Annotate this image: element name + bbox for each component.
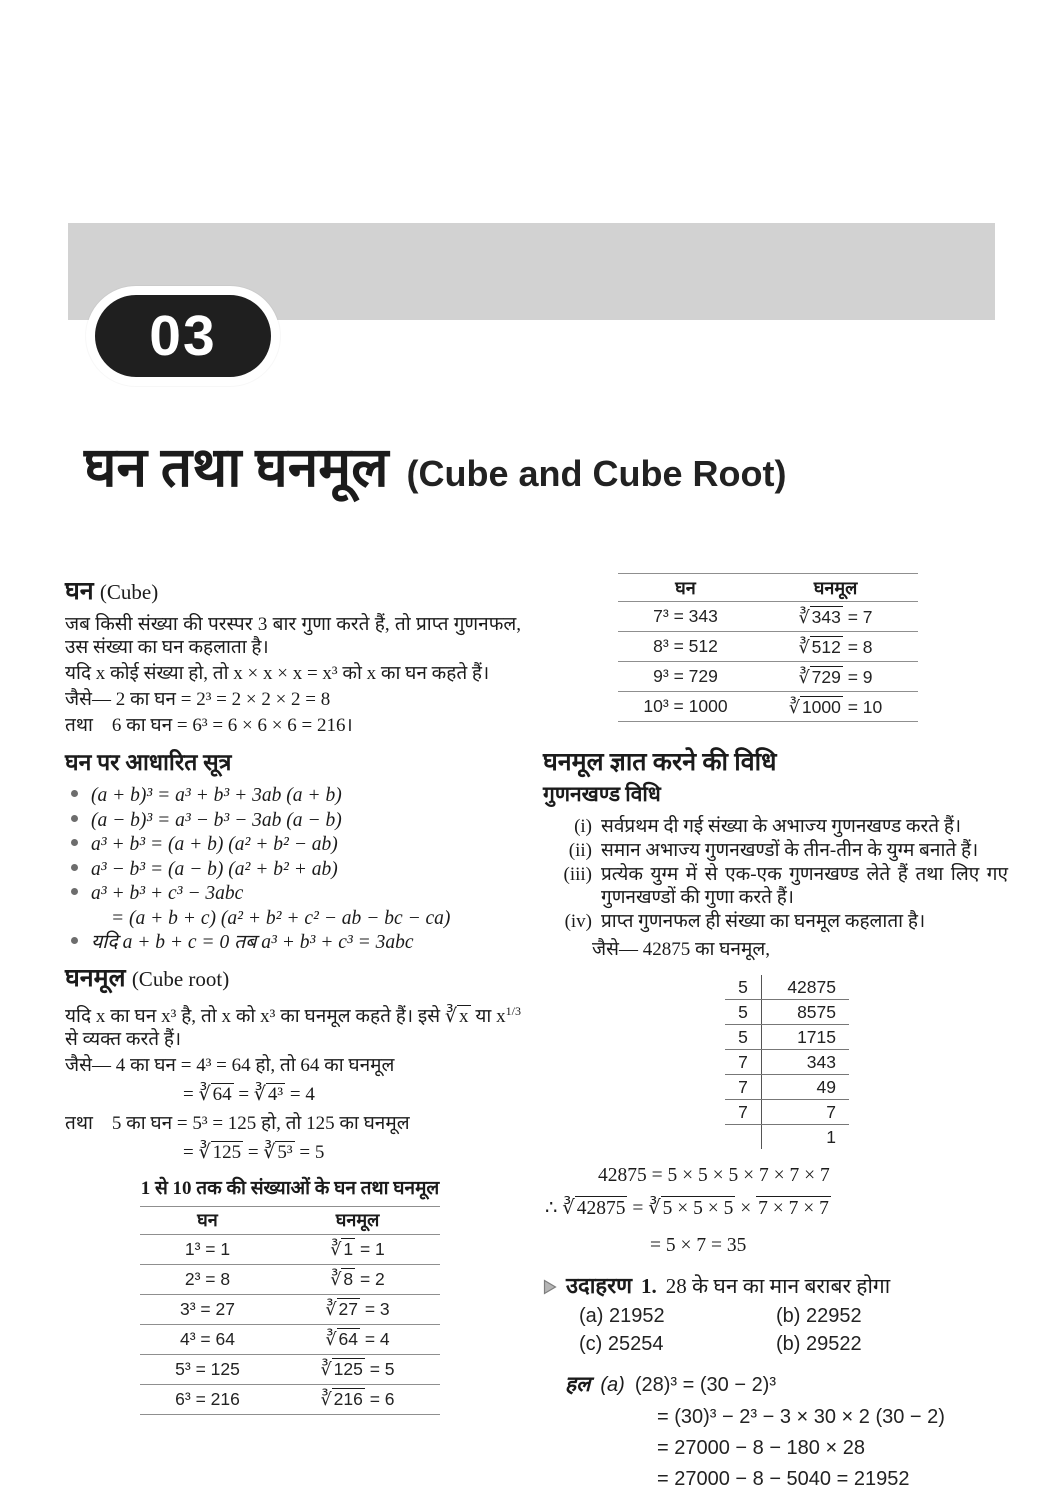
cube-root-example-2-calc: = ∛ 125 = ∛ 5³ = 5 [183,1141,325,1163]
cube-root-cell: ∛ 27 = 3 [275,1294,440,1324]
bullet-icon [71,839,78,846]
example-number: 1. [641,1274,657,1298]
cube-root-definition-paragraph [65,1000,521,1051]
divisor-cell: 5 [725,975,762,1000]
cube-table-7-to-10 [618,573,918,722]
divisor-cell: 7 [725,1075,762,1100]
cube-cell: 10³ = 1000 [618,692,753,722]
cube-heading-hindi: घन [65,578,94,605]
formula-item [65,809,521,833]
formula-item-continuation [65,907,521,931]
cube-cell: 5³ = 125 [140,1354,275,1384]
derivation-times: × [735,1198,757,1219]
factor-row [725,1075,849,1100]
factorization-method-subheading: गुणनखण्ड विधि [543,782,661,806]
method-step [543,839,1008,862]
left-column [65,568,521,1415]
factor-group-1: 5 × 5 × 5 [662,1198,734,1219]
bullet-icon [71,864,78,871]
step-number: (iv) [564,911,592,932]
option-b [776,1305,1008,1328]
cube-example-1: जैसे— 2 का घन = 2³ = 2 × 2 × 2 = 8 [65,689,331,710]
cube-notation-paragraph: यदि x कोई संख्या हो, तो x × x × x = x³ को x का घन कहते हैं। [65,663,490,684]
cube-root-example-1: जैसे— 4 का घन = 4³ = 64 हो, तो 64 का घनमूल [65,1054,395,1076]
cube-cell: 4³ = 64 [140,1324,275,1354]
factor-row [725,1000,849,1025]
step-text: प्राप्त गुणनफल ही संख्या का घनमूल कहलाता है। [601,911,926,932]
cube-heading-english: (Cube) [99,580,159,604]
cube-root-cell: ∛ 1 = 1 [275,1234,440,1264]
dividend-cell: 8575 [762,1000,850,1025]
formula-text: (a − b)³ = a³ − b³ − 3ab (a − b) [91,809,342,831]
derivation-prefix: ∴ ∛ 42875 = ∛ [545,1198,661,1219]
bullet-icon [71,790,78,797]
cube-cell: 8³ = 512 [618,632,753,662]
step-text: प्रत्येक युग्म में से एक-एक गुणनखण्ड लेते हैं तथा लिए गए गुणनखण्डों की गुणा करते हैं। [601,864,1008,908]
dividend-cell: 1715 [762,1025,850,1050]
solution-answer-key: (a) [600,1374,625,1396]
right-column [543,568,1008,1491]
cube-section-heading [65,578,521,606]
dividend-cell: 49 [762,1075,850,1100]
formula-text: यदि a + b + c = 0 तब a³ + b³ + c³ = 3abc [91,932,414,953]
chapter-number-badge [86,286,280,386]
formula-item [65,858,521,882]
formula-item [65,882,521,906]
bullet-icon [71,815,78,822]
cube-root-derivation-line [545,1196,1008,1220]
cube-root-heading-english: (Cube root) [131,966,230,991]
option-value: 29522 [806,1333,862,1355]
solution-line: = (30)³ − 2³ − 3 × 30 × 2 (30 − 2) [657,1406,945,1428]
option-value: 25254 [607,1333,664,1355]
option-value: 22952 [806,1305,862,1327]
cube-cell: 1³ = 1 [140,1234,275,1264]
formula-text: a³ − b³ = (a − b) (a² + b² + ab) [91,858,338,880]
formula-item [65,833,521,857]
cube-example-2: तथा 6 का घन = 6³ = 6 × 6 × 6 = 216। [65,715,353,736]
factor-row [725,1025,849,1050]
table-row [618,602,918,632]
column-header-cube: घन [140,1206,275,1234]
cube-cell: 6³ = 216 [140,1384,275,1414]
divisor-cell [725,1125,762,1150]
factor-row [725,975,849,1000]
option-key: (c) [579,1333,603,1355]
cube-root-example-1-calc: = ∛ 64 = ∛ 4³ = 4 [183,1083,315,1105]
column-header-cube: घन [618,574,753,602]
option-key: (a) [579,1305,604,1327]
cube-table-title: 1 से 10 तक की संख्याओं के घन तथा घनमूल [140,1177,440,1199]
method-step [543,863,1008,909]
option-a [579,1305,776,1328]
factor-row [725,1100,849,1125]
step-text: समान अभाज्य गुणनखण्डों के तीन-तीन के युग्म बनाते हैं। [601,840,979,861]
example-marker-icon [543,1275,557,1301]
prime-factorization-table [725,975,849,1149]
solution-line: = 27000 − 8 − 180 × 28 [657,1437,865,1459]
cube-cell: 9³ = 729 [618,662,753,692]
formula-item [65,784,521,808]
step-number: (i) [574,816,592,837]
option-d [776,1333,1008,1356]
table-row [618,692,918,722]
cube-table-1-to-6 [140,1206,440,1415]
factor-row [725,1125,849,1150]
cube-root-cell: ∛ 729 = 9 [753,662,918,692]
cube-root-section-heading [65,965,521,993]
chapter-number: 03 [149,304,217,368]
page-title [84,436,786,500]
example-label: उदाहरण [566,1273,633,1298]
factor-row [725,1050,849,1075]
page-title-english: (Cube and Cube Root) [406,453,787,494]
formula-text: = (a + b + c) (a² + b² + c² − ab − bc − ca) [111,907,451,929]
column-header-cube-root: घनमूल [275,1206,440,1234]
step-number: (iii) [563,864,592,885]
example-heading [543,1273,1008,1299]
factorization-example-intro: जैसे— 42875 का घनमूल, [592,939,770,960]
solution-line: = 27000 − 8 − 5040 = 21952 [657,1468,910,1490]
table-row [140,1264,440,1294]
cube-root-cell: ∛ 8 = 2 [275,1264,440,1294]
method-step [543,910,1008,933]
table-row [140,1354,440,1384]
method-step [543,815,1008,838]
cube-root-heading-hindi: घनमूल [65,964,126,992]
final-result-line: = 5 × 7 = 35 [650,1235,747,1256]
dividend-cell: 7 [762,1100,850,1125]
divisor-cell: 5 [725,1000,762,1025]
dividend-cell: 1 [826,1126,836,1147]
option-c [579,1333,776,1356]
formula-text: a³ + b³ + c³ − 3abc [91,883,244,904]
table-row [140,1294,440,1324]
formula-item [65,931,521,955]
cube-root-cell: ∛ 64 = 4 [275,1324,440,1354]
divisor-cell: 7 [725,1100,762,1125]
step-number: (ii) [568,840,592,861]
table-header-row [618,574,918,602]
table-header-row [140,1206,440,1234]
exponent-one-third: 1/3 [505,1003,521,1018]
solution-first-line [543,1370,1008,1398]
dividend-cell: 42875 [762,975,850,1000]
divisor-cell: 5 [725,1025,762,1050]
solution-equation: (28)³ = (30 − 2)³ [634,1374,777,1396]
cube-root-cell: ∛ 125 = 5 [275,1354,440,1384]
cube-root-cell: ∛ 343 = 7 [753,602,918,632]
cube-cell: 2³ = 8 [140,1264,275,1294]
formula-section-heading: घन पर आधारित सूत्र [65,750,232,775]
formula-text: a³ + b³ = (a + b) (a² + b² − ab) [91,834,338,855]
cube-cell: 3³ = 27 [140,1294,275,1324]
table-row [140,1234,440,1264]
step-text: सर्वप्रथम दी गई संख्या के अभाज्य गुणनखण्ड करते हैं। [601,816,962,837]
formula-text: (a + b)³ = a³ + b³ + 3ab (a + b) [91,785,342,806]
cube-definition-paragraph: जब किसी संख्या की परस्पर 3 बार गुणा करते हैं, तो प्राप्त गुणनफल, उस संख्या का घन कहलाता है। [65,614,521,658]
factorization-result-line: 42875 = 5 × 5 × 5 × 7 × 7 × 7 [598,1165,830,1186]
cube-cell: 7³ = 343 [618,602,753,632]
method-section-heading: घनमूल ज्ञात करने की विधि [543,749,777,776]
option-value: 21952 [609,1305,665,1327]
table-row [618,662,918,692]
options-grid [543,1305,1008,1356]
example-question: 28 के घन का मान बराबर होगा [665,1274,891,1298]
factor-group-2: 7 × 7 × 7 [758,1198,829,1219]
solution-label: हल [565,1372,591,1396]
option-key: (b) [776,1333,801,1355]
table-row [618,632,918,662]
table-row [140,1324,440,1354]
cube-root-cell: ∛ 216 = 6 [275,1384,440,1414]
cube-root-para-b: से व्यक्त करते हैं। [65,1028,182,1050]
cube-root-example-2: तथा 5 का घन = 5³ = 125 हो, तो 125 का घनमूल [65,1112,410,1134]
bullet-icon [71,888,78,895]
divisor-cell: 7 [725,1050,762,1075]
dividend-cell: 343 [762,1050,850,1075]
cube-root-cell: ∛ 1000 = 10 [753,692,918,722]
bullet-icon [71,937,78,944]
option-key: (b) [776,1305,801,1327]
column-header-cube-root: घनमूल [753,574,918,602]
table-row [140,1384,440,1414]
page-title-hindi: घन तथा घनमूल [84,437,389,498]
cube-root-para-a: यदि x का घन x³ है, तो x को x³ का घनमूल कहते हैं। इसे ∛ x या x [65,1005,506,1027]
cube-root-cell: ∛ 512 = 8 [753,632,918,662]
